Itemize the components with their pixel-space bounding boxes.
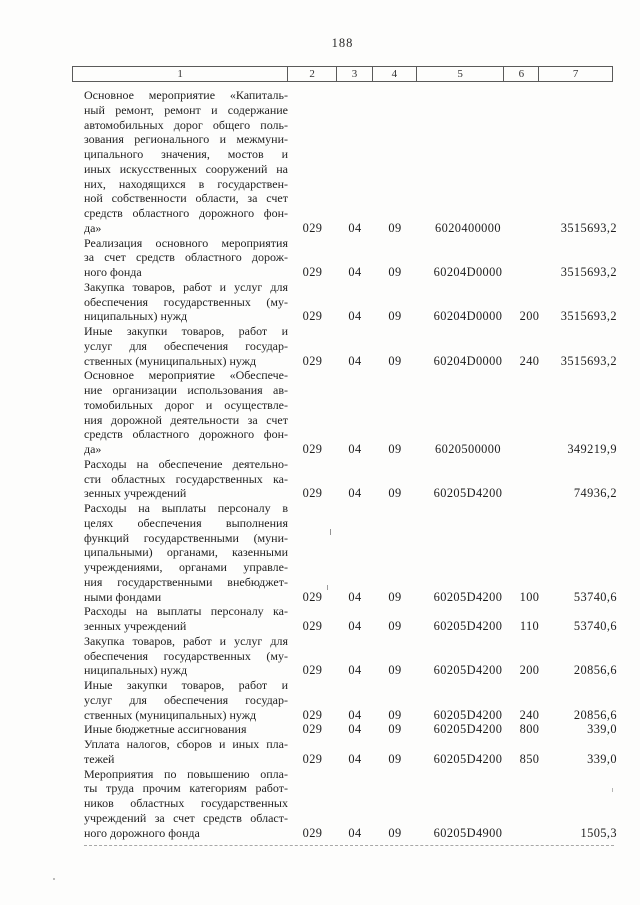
expense-name-line: ципального значения, мостов и <box>84 147 288 161</box>
expense-name-cell <box>72 236 288 280</box>
sum-value: 20856,6 <box>573 707 617 722</box>
vr-value: 200 <box>519 309 540 324</box>
pr-value: 09 <box>388 220 402 235</box>
expense-name-cell <box>72 737 288 767</box>
expense-name-line: Закупка товаров, работ и услуг для <box>84 633 288 648</box>
expense-name-line: учреждений за счет средств област- <box>84 810 288 825</box>
expense-name-line: Расходы на обеспечение деятельно- <box>84 456 288 471</box>
sum-cell <box>540 767 617 841</box>
vr-cell <box>505 236 540 280</box>
expense-name-line: Иные закупки товаров, работ и <box>84 678 288 692</box>
expense-name-line: целях обеспечения выполнения <box>84 515 288 530</box>
grbs-cell <box>288 737 337 767</box>
sum-cell <box>540 722 617 737</box>
pr-cell <box>373 280 417 324</box>
expense-name-line: услуг для обеспечения государ- <box>84 338 288 353</box>
rz-cell <box>337 767 373 841</box>
header-cell-3: 3 <box>337 67 373 81</box>
csr-cell <box>417 767 505 841</box>
sum-value: 3515693,2 <box>560 265 617 279</box>
expense-name-cell <box>72 722 288 737</box>
expense-name-line: томобильных дорог и осуществле- <box>84 397 288 412</box>
pr-value: 09 <box>388 353 402 368</box>
expense-name-line: ной собственности области, за счет <box>84 191 288 206</box>
vr-value: 240 <box>519 353 540 368</box>
pr-value: 09 <box>388 663 402 678</box>
table-row <box>72 457 613 501</box>
expense-name-line: ния государственными внебюджет- <box>84 574 288 589</box>
expense-name-line: зенных учреждений <box>84 486 187 501</box>
expense-name-line: автомобильных дорог общего поль- <box>84 117 288 132</box>
expense-name-line: обеспечения государственных (му- <box>84 648 288 663</box>
vr-cell <box>505 722 540 737</box>
sum-value: 339,0 <box>587 751 617 766</box>
table-row <box>72 368 613 457</box>
rz-value: 04 <box>348 722 362 737</box>
table-row <box>72 678 613 722</box>
sum-value: 53740,6 <box>573 619 617 633</box>
pr-value: 09 <box>388 265 402 279</box>
sum-value: 3515693,2 <box>560 353 617 368</box>
csr-value: 6020400000 <box>435 220 501 235</box>
table-row <box>72 634 613 678</box>
expense-name-line: иных искусственных сооружений на <box>84 161 288 176</box>
grbs-value: 029 <box>302 663 323 678</box>
expense-name-line: за счет средств областного дорож- <box>84 250 288 265</box>
expense-name-line: ного фонда <box>84 265 142 279</box>
csr-cell <box>417 280 505 324</box>
csr-value: 60205D4200 <box>433 589 503 604</box>
expense-name-line: Основное мероприятие «Обеспече- <box>84 368 288 383</box>
expense-name-line: обеспечения государственных (му- <box>84 294 288 309</box>
expense-name-line: учреждениями, органами управле- <box>84 560 288 574</box>
vr-value: 110 <box>519 619 540 633</box>
pr-value: 09 <box>388 589 402 604</box>
expense-name-line: ными фондами <box>84 589 162 604</box>
table-body <box>72 84 617 840</box>
expense-name-line: Закупка товаров, работ и услуг для <box>84 279 288 294</box>
sum-value: 1505,3 <box>580 825 617 840</box>
pr-cell <box>373 604 417 634</box>
header-cell-4: 4 <box>373 67 417 81</box>
vr-value: 240 <box>519 707 540 722</box>
grbs-cell <box>288 722 337 737</box>
csr-cell <box>417 737 505 767</box>
expense-name-line: Основное мероприятие «Капиталь- <box>84 88 288 102</box>
expense-name-line: ния дорожной деятельности за счет <box>84 412 288 427</box>
header-cell-7: 7 <box>572 67 579 80</box>
grbs-cell <box>288 368 337 457</box>
grbs-value: 029 <box>302 265 323 279</box>
expense-name-cell <box>72 368 288 457</box>
csr-value: 60204D0000 <box>433 265 503 279</box>
grbs-value: 029 <box>302 751 323 766</box>
expense-name-line: зования регионального и межмуни- <box>84 132 288 147</box>
csr-cell <box>417 722 505 737</box>
expense-name-line: ципальными) органами, казенными <box>84 545 288 560</box>
expense-name-cell <box>72 84 288 236</box>
grbs-value: 029 <box>302 707 323 722</box>
sum-cell <box>540 457 617 501</box>
pr-value: 09 <box>388 309 402 324</box>
rz-cell <box>337 457 373 501</box>
sum-value: 3515693,2 <box>560 309 617 324</box>
expense-name-line: Расходы на выплаты персоналу в <box>84 501 288 515</box>
rz-value: 04 <box>348 825 362 840</box>
csr-value: 60205D4200 <box>433 486 503 501</box>
expense-name-line: Расходы на выплаты персоналу ка- <box>84 604 288 619</box>
csr-cell <box>417 634 505 678</box>
rz-cell <box>337 634 373 678</box>
rz-value: 04 <box>348 589 362 604</box>
table-row <box>72 84 613 236</box>
pr-value: 09 <box>388 486 402 501</box>
rz-value: 04 <box>348 309 362 324</box>
expense-name-line: Мероприятия по повышению опла- <box>84 766 288 781</box>
vr-cell <box>505 368 540 457</box>
pr-cell <box>373 236 417 280</box>
pr-cell <box>373 678 417 722</box>
expense-name-line: сти областных государственных ка- <box>84 471 288 486</box>
expense-name-line: ный ремонт, ремонт и содержание <box>84 102 288 117</box>
csr-cell <box>417 678 505 722</box>
grbs-cell <box>288 678 337 722</box>
grbs-value: 029 <box>302 220 323 235</box>
sum-value: 20856,6 <box>573 663 617 678</box>
grbs-cell <box>288 634 337 678</box>
pr-value: 09 <box>388 442 402 456</box>
pr-cell <box>373 84 417 236</box>
sum-cell <box>540 604 617 634</box>
expense-name-line: ного дорожного фонда <box>84 825 200 840</box>
sum-cell <box>540 368 617 457</box>
rz-cell <box>337 236 373 280</box>
pr-value: 09 <box>388 751 402 766</box>
table-row <box>72 236 613 280</box>
grbs-value: 029 <box>302 619 323 633</box>
expense-name-line: ственных (муниципальных) нужд <box>84 353 257 368</box>
vr-cell <box>505 280 540 324</box>
expense-name-line: функций государственными (муни- <box>84 530 288 545</box>
csr-cell <box>417 324 505 368</box>
expense-name-line: Иные бюджетные ассигнования <box>84 722 247 737</box>
vr-cell <box>505 767 540 841</box>
sum-value: 3515693,2 <box>560 220 617 235</box>
csr-value: 60205D4200 <box>433 663 503 678</box>
expense-name-line: услуг для обеспечения государ- <box>84 692 288 707</box>
grbs-cell <box>288 236 337 280</box>
rz-cell <box>337 368 373 457</box>
rz-cell <box>337 501 373 604</box>
grbs-cell <box>288 280 337 324</box>
grbs-cell <box>288 457 337 501</box>
vr-cell <box>505 737 540 767</box>
vr-cell <box>505 84 540 236</box>
sum-cell <box>540 324 617 368</box>
pr-cell <box>373 457 417 501</box>
expense-name-cell <box>72 501 288 604</box>
csr-value: 60205D4200 <box>433 722 503 737</box>
expense-name-cell <box>72 457 288 501</box>
rz-cell <box>337 737 373 767</box>
csr-value: 60205D4200 <box>433 619 503 633</box>
grbs-cell <box>288 324 337 368</box>
expense-name-line: тежей <box>84 751 115 766</box>
table-row <box>72 722 613 737</box>
header-cell-2: 2 <box>288 67 337 81</box>
expense-name-line: средств областного дорожного фон- <box>84 206 288 220</box>
expense-name-cell <box>72 324 288 368</box>
vr-cell <box>505 324 540 368</box>
csr-value: 60205D4200 <box>433 707 503 722</box>
grbs-value: 029 <box>302 722 323 737</box>
scan-artifact-bottom-line <box>84 845 614 846</box>
vr-value: 800 <box>519 722 540 737</box>
grbs-value: 029 <box>302 309 323 324</box>
grbs-value: 029 <box>302 442 323 456</box>
expense-name-cell <box>72 678 288 722</box>
rz-cell <box>337 678 373 722</box>
rz-value: 04 <box>348 707 362 722</box>
vr-cell <box>505 501 540 604</box>
expense-name-cell <box>72 280 288 324</box>
table-row <box>72 767 613 841</box>
grbs-value: 029 <box>302 589 323 604</box>
rz-value: 04 <box>348 220 362 235</box>
expense-name-line: зенных учреждений <box>84 619 187 633</box>
table-row <box>72 604 613 634</box>
pr-cell <box>373 324 417 368</box>
sum-cell <box>540 236 617 280</box>
sum-value: 74936,2 <box>573 486 617 501</box>
table-row <box>72 324 613 368</box>
expense-name-line: да» <box>84 442 102 456</box>
pr-value: 09 <box>388 707 402 722</box>
pr-value: 09 <box>388 619 402 633</box>
pr-cell <box>373 501 417 604</box>
expense-name-line: них, находящихся в государствен- <box>84 176 288 191</box>
budget-table <box>72 84 617 840</box>
sum-cell <box>540 634 617 678</box>
grbs-cell <box>288 84 337 236</box>
grbs-value: 029 <box>302 353 323 368</box>
rz-value: 04 <box>348 663 362 678</box>
expense-name-line: ты труда прочим категориям работ- <box>84 781 288 796</box>
rz-value: 04 <box>348 486 362 501</box>
expense-name-cell <box>72 767 288 841</box>
pr-cell <box>373 767 417 841</box>
expense-name-line: Уплата налогов, сборов и иных пла- <box>84 737 288 751</box>
grbs-cell <box>288 604 337 634</box>
rz-cell <box>337 324 373 368</box>
vr-value: 850 <box>519 751 540 766</box>
header-cell-6: 6 <box>504 67 539 81</box>
grbs-cell <box>288 767 337 841</box>
vr-value: 100 <box>519 589 540 604</box>
table-row <box>72 280 613 324</box>
header-cell-1: 1 <box>73 67 288 81</box>
rz-value: 04 <box>348 751 362 766</box>
csr-value: 60205D4200 <box>433 751 503 766</box>
csr-cell <box>417 457 505 501</box>
expense-name-line: ственных (муниципальных) нужд <box>84 707 257 722</box>
pr-cell <box>373 368 417 457</box>
expense-name-line: ние организации использования ав- <box>84 383 288 397</box>
csr-value: 60204D0000 <box>433 309 503 324</box>
sum-cell <box>540 737 617 767</box>
expense-name-line: ниципальных) нужд <box>84 309 188 324</box>
csr-cell <box>417 368 505 457</box>
rz-value: 04 <box>348 353 362 368</box>
expense-name-cell <box>72 604 288 634</box>
pr-cell <box>373 722 417 737</box>
rz-cell <box>337 84 373 236</box>
pr-cell <box>373 737 417 767</box>
csr-value: 6020500000 <box>435 442 501 456</box>
sum-value: 349219,9 <box>567 442 617 456</box>
vr-cell <box>505 457 540 501</box>
sum-cell <box>540 84 617 236</box>
csr-cell <box>417 501 505 604</box>
rz-value: 04 <box>348 265 362 279</box>
rz-value: 04 <box>348 619 362 633</box>
table-header-row <box>72 66 613 82</box>
sum-value: 53740,6 <box>573 589 617 604</box>
page-number: 188 <box>331 36 354 50</box>
header-cell-5: 5 <box>417 67 505 81</box>
sum-value: 339,0 <box>587 722 617 737</box>
pr-value: 09 <box>388 722 402 737</box>
grbs-value: 029 <box>302 486 323 501</box>
pr-value: 09 <box>388 825 402 840</box>
vr-cell <box>505 634 540 678</box>
grbs-value: 029 <box>302 825 323 840</box>
expense-name-line: да» <box>84 220 102 235</box>
grbs-cell <box>288 501 337 604</box>
scan-artifact-dot <box>53 878 55 880</box>
table-row <box>72 737 613 767</box>
rz-cell <box>337 280 373 324</box>
vr-cell <box>505 678 540 722</box>
sum-cell <box>540 678 617 722</box>
rz-cell <box>337 604 373 634</box>
expense-name-line: ниципальных) нужд <box>84 663 188 678</box>
csr-value: 60204D0000 <box>433 353 503 368</box>
vr-cell <box>505 604 540 634</box>
expense-name-cell <box>72 634 288 678</box>
rz-value: 04 <box>348 442 362 456</box>
expense-name-line: средств областного дорожного фон- <box>84 427 288 442</box>
sum-cell <box>540 280 617 324</box>
csr-cell <box>417 84 505 236</box>
sum-cell <box>540 501 617 604</box>
csr-cell <box>417 604 505 634</box>
csr-cell <box>417 236 505 280</box>
expense-name-line: Реализация основного мероприятия <box>84 235 288 250</box>
vr-value: 200 <box>519 663 540 678</box>
rz-cell <box>337 722 373 737</box>
table-row <box>72 501 613 604</box>
expense-name-line: Иные закупки товаров, работ и <box>84 324 288 338</box>
csr-value: 60205D4900 <box>433 825 503 840</box>
pr-cell <box>373 634 417 678</box>
expense-name-line: ников областных государственных <box>84 796 288 810</box>
